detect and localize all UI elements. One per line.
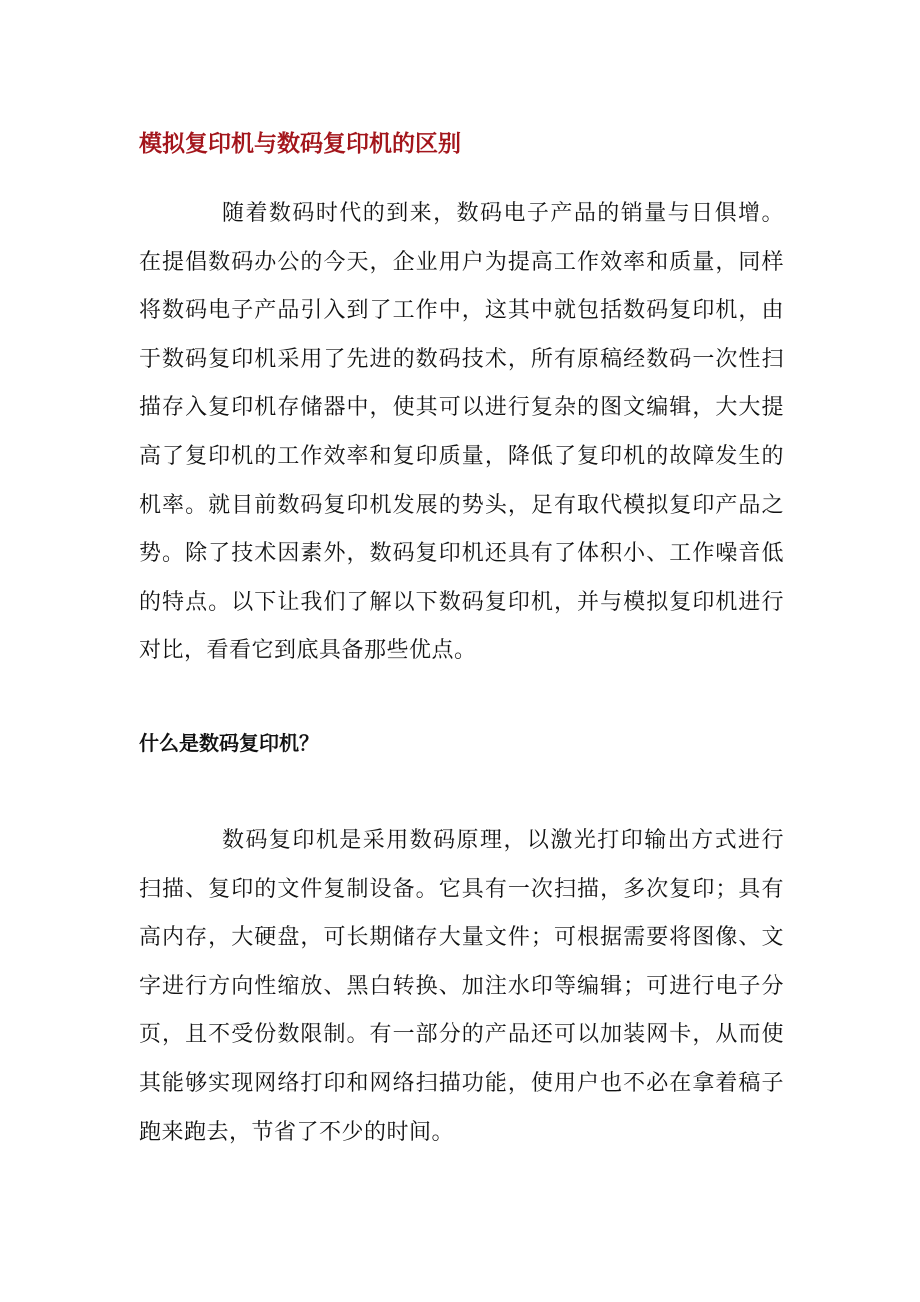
document-title: 模拟复印机与数码复印机的区别 <box>139 131 461 157</box>
section-heading: 什么是数码复印机？ <box>139 731 319 755</box>
intro-paragraph: 随着数码时代的到来，数码电子产品的销量与日俱增。在提倡数码办公的今天，企业用户为提高工作效率和质量，同样将数码电子产品引入到了工作中，这其中就包括数码复印机，由于数码复印机采用了先进的数码技术，所有原稿经数码一次性扫描存入复印机存储器中，使其可以进行复杂的图文编辑，大大提高了复印机的工作效率和复印质量，降低了复印机的故障发生的机率。就目前数码复印机发展的势头，足有取代模拟复印产品之势。除了技术因素外，数码复印机还具有了体积小、工作噪音低的特点。以下让我们了解以下数码复印机，并与模拟复印机进行对比，看看它到底具备那些优点。 <box>139 201 784 664</box>
section-paragraph: 数码复印机是采用数码原理，以激光打印输出方式进行扫描、复印的文件复制设备。它具有一次扫描，多次复印；具有高内存，大硬盘，可长期储存大量文件；可根据需要将图像、文字进行方向性缩放、黑白转换、加注水印等编辑；可进行电子分页，且不受份数限制。有一部分的产品还可以加装网卡，从而使其能够实现网络打印和网络扫描功能，使用户也不必在拿着稿子跑来跑去，节省了不少的时间。 <box>139 828 784 1145</box>
